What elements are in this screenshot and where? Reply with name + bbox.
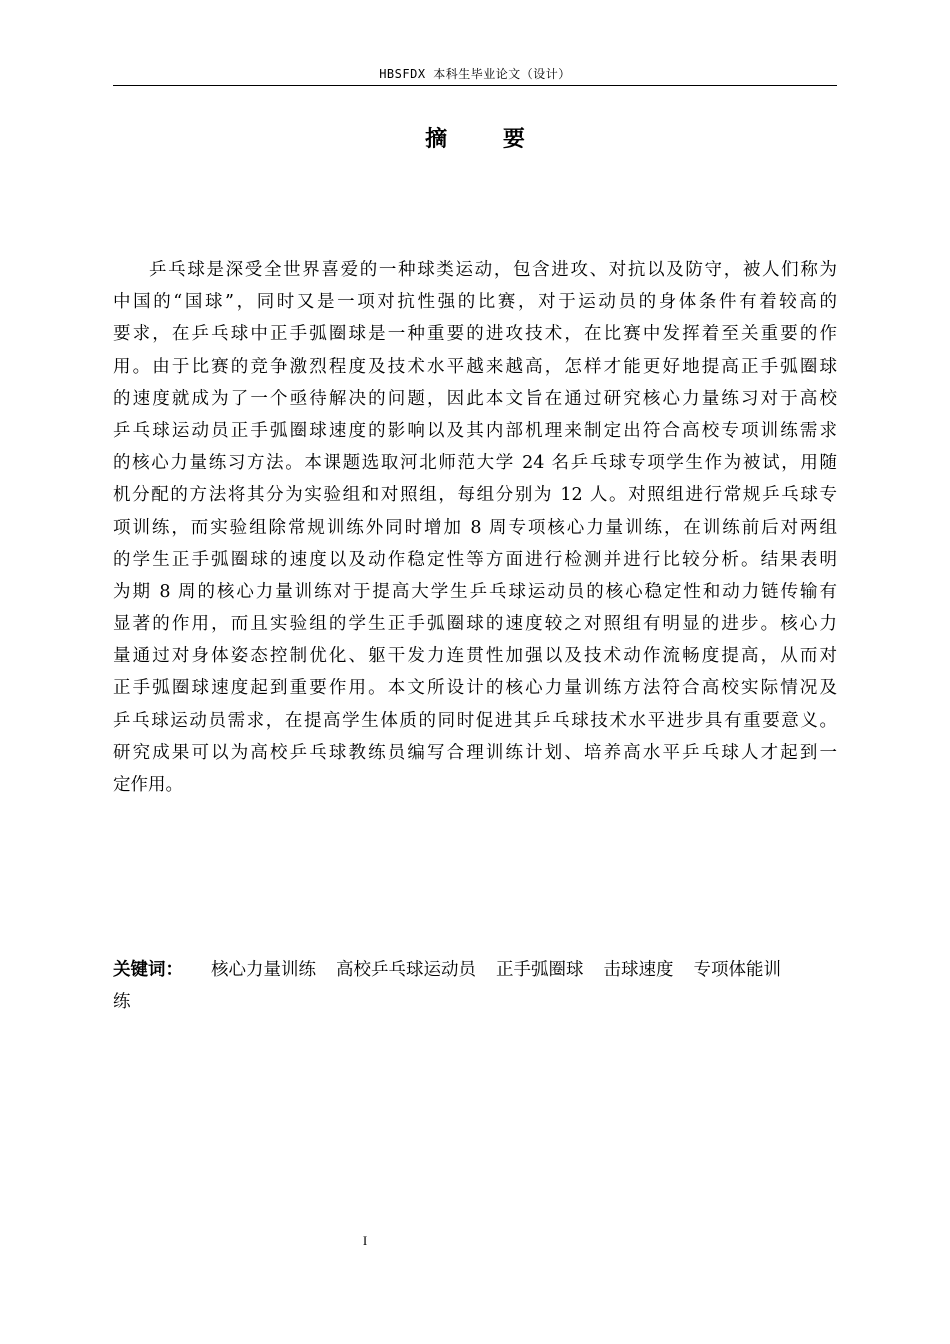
abstract-line: 定作用。 (113, 775, 183, 795)
abstract-title: 摘 要 (425, 127, 549, 152)
keyword: 核心力量训练 (211, 960, 316, 980)
keywords-continuation: 练 (113, 992, 131, 1012)
abstract-line: 研究成果可以为高校乒乓球教练员编写合理训练计划、培养高水平乒乓球人才起到一 (113, 742, 837, 763)
abstract-body (113, 254, 837, 801)
keyword: 击球速度 (603, 960, 674, 980)
abstract-line: 的速度就成为了一个亟待解决的问题，因此本文旨在通过研究核心力量练习对于高校 (113, 388, 837, 409)
abstract-line: 为期 8 周的核心力量训练对于提高大学生乒乓球运动员的核心稳定性和动力链传输有 (113, 581, 837, 602)
abstract-line: 乒乓球运动员需求，在提高学生体质的同时促进其乒乓球技术水平进步具有重要意义。 (113, 710, 837, 731)
abstract-line: 用。由于比赛的竞争激烈程度及技术水平越来越高，怎样才能更好地提高正手弧圈球 (113, 356, 837, 377)
abstract-line: 要求，在乒乓球中正手弧圈球是一种重要的进攻技术，在比赛中发挥着至关重要的作 (113, 324, 837, 345)
keywords-line (113, 954, 837, 986)
abstract-line: 显著的作用，而且实验组的学生正手弧圈球的速度较之对照组有明显的进步。核心力 (113, 614, 837, 635)
keyword: 专项体能训 (693, 960, 781, 980)
keyword: 高校乒乓球运动员 (336, 960, 476, 980)
abstract-line: 机分配的方法将其分为实验组和对照组，每组分别为 12 人。对照组进行常规乒乓球专 (113, 485, 837, 506)
keywords-label: 关键词： (113, 960, 183, 980)
keywords-section (113, 954, 837, 1018)
header-rule (113, 85, 837, 86)
abstract-line: 的核心力量练习方法。本课题选取河北师范大学 24 名乒乓球专项学生作为被试，用随 (113, 453, 837, 474)
abstract-line: 的学生正手弧圈球的速度以及动作稳定性等方面进行检测并进行比较分析。结果表明 (113, 549, 837, 570)
abstract-line: 正手弧圈球速度起到重要作用。本文所设计的核心力量训练方法符合高校实际情况及 (113, 678, 837, 699)
page-number: I (362, 1233, 368, 1248)
abstract-line: 量通过对身体姿态控制优化、躯干发力连贯性加强以及技术动作流畅度提高，从而对 (113, 646, 837, 667)
abstract-line: 乒乓球是深受全世界喜爱的一种球类运动，包含进攻、对抗以及防守，被人们称为 (149, 260, 837, 280)
abstract-line: 项训练，而实验组除常规训练外同时增加 8 周专项核心力量训练，在训练前后对两组 (113, 517, 837, 538)
running-header: HBSFDX 本科生毕业论文（设计） (379, 67, 571, 81)
abstract-line: 中国的“国球”，同时又是一项对抗性强的比赛，对于运动员的身体条件有着较高的 (113, 292, 837, 313)
abstract-line: 乒乓球运动员正手弧圈球速度的影响以及其内部机理来制定出符合高校专项训练需求 (113, 420, 837, 441)
keyword: 正手弧圈球 (496, 960, 584, 980)
